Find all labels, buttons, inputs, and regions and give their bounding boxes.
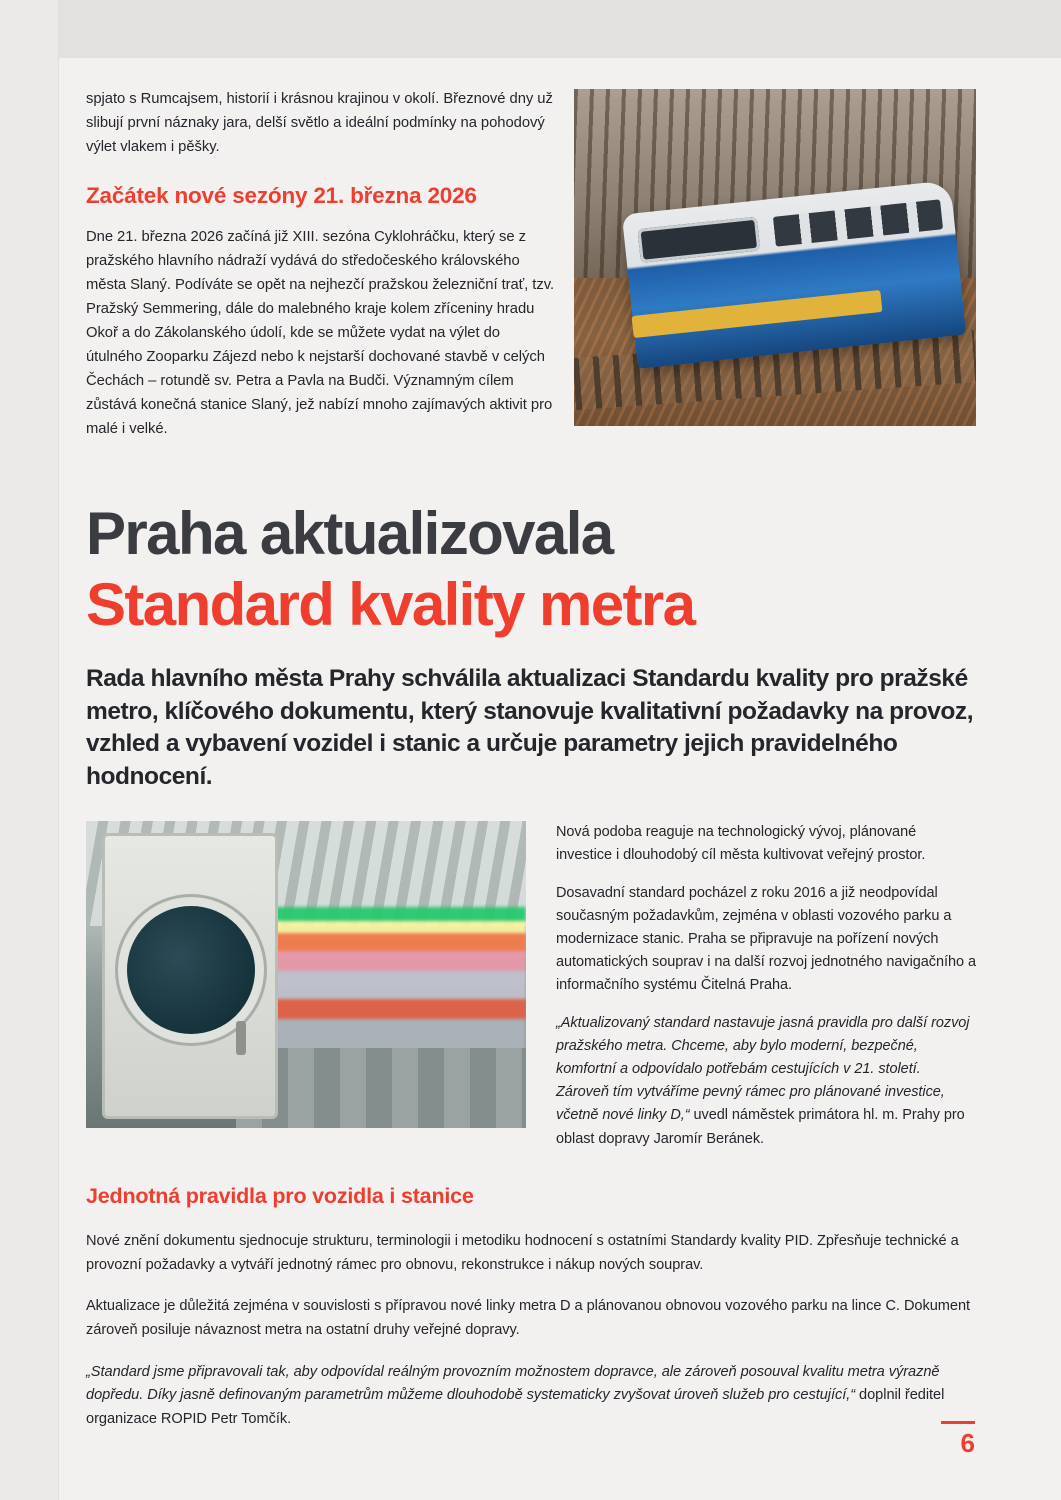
lower-quote <box>86 1361 976 1432</box>
top-article-text-column <box>86 88 556 442</box>
page-content <box>86 88 976 1450</box>
metro-photo-door-handle <box>236 1021 246 1055</box>
headline-line-1: Praha aktualizovala <box>86 499 613 567</box>
main-article-right-column <box>556 821 976 1150</box>
right-column-quote-text: „Aktualizovaný standard nastavuje jasná pravidla pro další rozvoj pražského metra. Chceme, aby bylo moderní, bezpečné, komfortní a odpovídalo potřebám cestujících v 21. století. Zároveň tím vytváříme pevný rámec pro plánované investice, včetně nové linky D,“ <box>556 1014 970 1124</box>
main-article-lower-section <box>86 1183 976 1431</box>
top-article <box>86 88 976 442</box>
page-left-margin <box>0 0 59 1500</box>
top-article-intro-paragraph: spjato s Rumcajsem, historií i krásnou krajinou v okolí. Březnové dny už slibují první náznaky jara, delší světlo a ideální podmínky na pohodový výlet vlakem i pěšky. <box>86 91 553 155</box>
right-column-paragraph-2: Dosavadní standard pocházel z roku 2016 a již neodpovídal současným požadavkům, zejména v oblasti vozového parku a modernizace stanic. Praha se připravuje na pořízení nových automatických souprav i na další rozvoj jednotného navigačního a informačního systému Čitelná Praha. <box>556 884 976 994</box>
folio-rule <box>941 1421 975 1424</box>
main-article-perex: Rada hlavního města Prahy schválila aktualizaci Standardu kvality pro pražské metro, klíčového dokumentu, který stanovuje kvalitativní požadavky na provoz, vzhled a vybavení vozidel i stanic a určuje parametry jejich pravidelného hodnocení. <box>86 664 974 790</box>
page-top-margin <box>0 0 1061 58</box>
metro-photo-motion-streaks <box>262 907 526 1057</box>
page-number: 6 <box>960 1428 975 1458</box>
right-column-paragraph-1: Nová podoba reaguje na technologický vývoj, plánované investice i dlouhodobý cíl města kultivovat veřejný prostor. <box>556 824 926 864</box>
top-article-subheading: Začátek nové sezóny 21. března 2026 <box>86 182 477 208</box>
lower-quote-text: „Standard jsme připravovali tak, aby odpovídal reálným provozním možnostem dopravce, ale zároveň posouval kvalitu metra výrazně dopředu. Díky jasně definovaným parametrům můžeme dlouhodobě systematicky zvyšovat úroveň služeb pro cestující,“ <box>86 1363 940 1404</box>
headline-line-2: Standard kvality metra <box>86 571 695 639</box>
main-article-headline <box>86 499 976 794</box>
lower-paragraph-2: Aktualizace je důležitá zejména v souvislosti s přípravou nové linky metra D a plánovanou obnovou vozového parku na lince C. Dokument zároveň posiluje návaznost metra na ostatní druhy veřejné dopravy. <box>86 1298 971 1339</box>
top-article-paragraph: Dne 21. března 2026 začíná již XIII. sezóna Cyklohráčku, který se z pražského hlavního nádraží vydává do středočeského královského města Slaný. Podíváte se opět na nejhezčí pražskou železniční trať, tzv. Pražský Semmering, dále do malebného kraje kolem zříceniny hradu Okoř a do Zákolanského údolí, kde se můžete vydat na výlet do útulného Zooparku Zájezd nebo k nejstarší dochované stavbě v celých Čechách – rotundě sv. Petra a Pavla na Budči. Významným cílem zůstává konečná stanice Slaný, jež nabízí mnoho zajímavých aktivit pro malé i velké. <box>86 229 555 437</box>
right-column-quote <box>556 1012 976 1151</box>
metro-photo-porthole-window <box>127 906 255 1034</box>
metro-photo-platform <box>236 1048 526 1128</box>
lower-quote-attribution: doplnil ředitel organizace ROPID Petr Tomčík. <box>86 1387 945 1427</box>
metro-photo <box>86 821 526 1128</box>
lower-paragraph-1: Nové znění dokumentu sjednocuje strukturu, terminologii i metodiku hodnocení s ostatními Standardy kvality PID. Zpřesňuje technické a provozní požadavky a vytváří jednotný rámec pro obnovu, rekonstrukce i nákup nových souprav. <box>86 1233 959 1273</box>
right-column-quote-attribution: uvedl náměstek primátora hl. m. Prahy pro oblast dopravy Jaromír Beránek. <box>556 1107 965 1147</box>
train-photo <box>574 89 976 426</box>
main-article-two-column-section <box>86 821 976 1151</box>
page-folio <box>941 1421 975 1456</box>
metro-photo-door <box>102 833 278 1119</box>
lower-subheading: Jednotná pravidla pro vozidla i stanice <box>86 1184 474 1209</box>
